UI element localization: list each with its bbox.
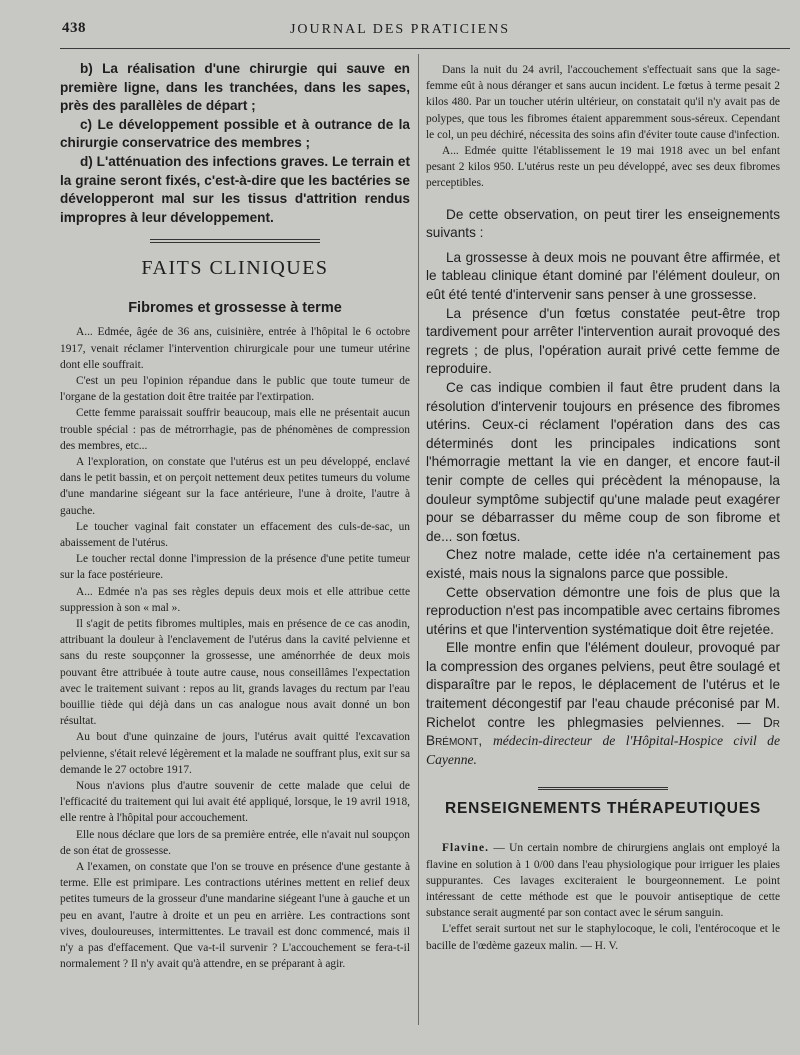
signature-name: Dr Brémont, xyxy=(426,714,780,749)
flavine-term: Flavine. xyxy=(442,842,489,855)
case-paragraph: A l'examen, on constate que l'on se trouve en présence d'une gestante à terme. Elle est primipare. Les contractions utérines mettent en relief deux petites tumeurs de la grosseur d'une mandarine siégeant l'une à gauche et un peu en avant, l'autre à droite et un peu en arrière. Les contractions sont vives, douloureuses, intermittentes. Le travail est donc commencé, mais il n'y a pas d'effacement. Que va-t-il survenir ? L'accouchement se fera-t-il normalement ? Il n'y avait qu'à attendre, en se préparant à agir. xyxy=(60,861,410,971)
subsection-title: Fibromes et grossesse à terme xyxy=(128,300,342,317)
case-continuation-paragraph: A... Edmée quitte l'établissement le 19 mai 1918 avec un bel enfant pesant 2 kilos 950. L'utérus reste un peu développé, avec ses deux fibromes perceptibles. xyxy=(426,145,780,190)
left-column xyxy=(60,60,410,1045)
therapeutics-title: RENSEIGNEMENTS THÉRAPEUTIQUES xyxy=(444,800,761,818)
page-number: 438 xyxy=(62,20,86,36)
discussion-paragraph: Cette observation démontre une fois de plus que la reproduction n'est pas incompatible avec certains fibromes utérins et que l'intervention systématique doit être rejetée. xyxy=(426,584,780,637)
section-rule xyxy=(150,239,320,243)
running-title: JOURNAL DES PRATICIENS xyxy=(289,22,511,37)
intro-paragraph-c: c) Le développement possible et à outrance de la chirurgie conservatrice des membres ; xyxy=(60,116,410,151)
case-paragraph: A... Edmée, âgée de 36 ans, cuisinière, entrée à l'hôpital le 6 octobre 1917, venait réclamer l'intervention chirurgicale pour une tumeur utérine dont elle souffrait. xyxy=(60,326,410,371)
case-paragraph: Nous n'avions plus d'autre souvenir de cette malade que celui de l'efficacité du traitement qui lui avait été appliqué, lorsque, le 19 avril 1918, elle rentre à l'hôpital pour accouchement. xyxy=(60,780,410,825)
discussion-paragraph: La présence d'un fœtus constatée peut-être trop tardivement pour arrêter l'intervention aurait provoqué des regrets ; de plus, l'opération aurait privé cette femme de reproduire. xyxy=(426,305,780,377)
flavine-paragraph: L'effet serait surtout net sur le staphylocoque, le coli, l'entérocoque et le bacille de l'œdème gazeux malin. — H. V. xyxy=(426,923,780,952)
discussion-final-text: Elle montre enfin que l'élément douleur, provoqué par la compression des organes pelviens, peut être soulagé et disparaître par le repos, le déplacement de l'utérus et le traitement décongestif par l'eau chaude préconisé par M. Richelot contre les phlegmasies pelviennes. — xyxy=(426,640,780,730)
discussion-paragraph-final xyxy=(426,639,780,769)
column-divider xyxy=(418,54,419,1025)
flavine-text: — Un certain nombre de chirurgiens anglais ont employé la flavine en solution à 1 0/00 dans l'eau physiologique pour irriguer les plaies suppurantes. Ces lavages exciteraient le bourgeonnement. Le point intéressant de cette méthode est que le pouvoir antiseptique de cette substance serait augmenté par son contact avec le sérum sanguin. xyxy=(426,842,780,920)
right-column xyxy=(426,62,780,1042)
case-paragraph: A... Edmée n'a pas ses règles depuis deux mois et elle attribue cette suppression à son « mal ». xyxy=(60,585,410,614)
case-paragraph: Le toucher rectal donne l'impression de la présence d'une petite tumeur sur la face postérieure. xyxy=(60,553,410,582)
discussion-paragraph: Ce cas indique combien il faut être prudent dans la résolution d'intervenir toujours en présence des fibromes utérins. Ceux-ci réclament l'opération dans des cas déterminés dont les principales indications sont l'hémorragie mettant la vie en danger, et encore faut-il tenir compte de celles qui précèdent la ménopause, la douleur symptôme subjectif qu'une malade peut exagérer pour se débarrasser du même coup de son fibrome et de... son fœtus. xyxy=(426,379,780,544)
signature-title: médecin-directeur de l'Hôpital-Hospice civil de Cayenne. xyxy=(426,733,780,767)
case-paragraph: Le toucher vaginal fait constater un effacement des culs-de-sac, un abaissement de l'utérus. xyxy=(60,520,410,549)
section-title: FAITS CLINIQUES xyxy=(141,257,329,280)
case-paragraph: A l'exploration, on constate que l'utérus est un peu développé, enclavé dans le petit bassin, et on perçoit nettement deux petites tumeurs du volume d'une mandarine siégeant sur la face antérieure, l'une à droite, l'autre à gauche. xyxy=(60,455,410,517)
discussion-paragraph: La grossesse à deux mois ne pouvant être affirmée, et le tableau clinique étant dominé par l'élément douleur, on eût été tenté d'intervenir sans penser à une grossesse. xyxy=(426,249,780,302)
section-separator xyxy=(538,787,668,790)
discussion-paragraph: De cette observation, on peut tirer les enseignements suivants : xyxy=(426,206,780,241)
case-paragraph: Au bout d'une quinzaine de jours, l'utérus avait quitté l'excavation pelvienne, s'était relevé légèrement et la malade ne souffrant plus, exit sur sa demande le 27 octobre 1917. xyxy=(60,731,410,776)
flavine-paragraph xyxy=(426,840,780,921)
intro-paragraph-d: d) L'atténuation des infections graves. Le terrain et la graine seront fixés, c'est-à-dire que les bactéries se développeront mal sur les tissus d'attrition rendus impropres à leur développement. xyxy=(60,153,410,225)
case-paragraph: C'est un peu l'opinion répandue dans le public que toute tumeur de l'organe de la gestation doit être traitée par l'extirpation. xyxy=(60,374,410,404)
discussion-paragraph: Chez notre malade, cette idée n'a certainement pas existé, mais nous la signalons parce que possible. xyxy=(426,547,780,581)
intro-paragraph-b: b) La réalisation d'une chirurgie qui sauve en première ligne, dans les tranchées, dans les sapes, près des parallèles de départ ; xyxy=(60,61,410,114)
header-rule xyxy=(60,48,790,49)
case-paragraph: Elle nous déclare que lors de sa première entrée, elle n'avait nul soupçon de son état de grossesse. xyxy=(60,828,410,857)
case-continuation-paragraph: Dans la nuit du 24 avril, l'accouchement s'effectuait sans que la sage-femme eût à nous déranger et sans aucun incident. Le fœtus à terme pesait 2 kilos 480. Par un toucher utérin ultérieur, on constatait qu'il n'y avait pas de polypes, que tous les fibromes étaient apparemment sous-séreux. Cependant le col, un peu déchiré, nécessita des soins afin d'éviter toute cause d'infection. xyxy=(426,64,780,141)
case-paragraph: Cette femme paraissait souffrir beaucoup, mais elle ne présentait aucun trouble spécial : pas de métrorrhagie, pas de phénomènes de compression des membres, etc... xyxy=(60,407,410,452)
case-paragraph: Il s'agit de petits fibromes multiples, mais en présence de ce cas anodin, attribuant la douleur à l'enclavement de l'utérus dans la cavité pelvienne et sans du reste soupçonner la grossesse, une aménorrhée de deux mois pouvant être attribuée à toute autre cause, nous conseillâmes l'expectation avec le traitement suivant : repos au lit, grands lavages du rectum par l'eau bouillie tiède qui déjà dans un cas analogue nous avait donné un bon résultat. xyxy=(60,618,410,728)
